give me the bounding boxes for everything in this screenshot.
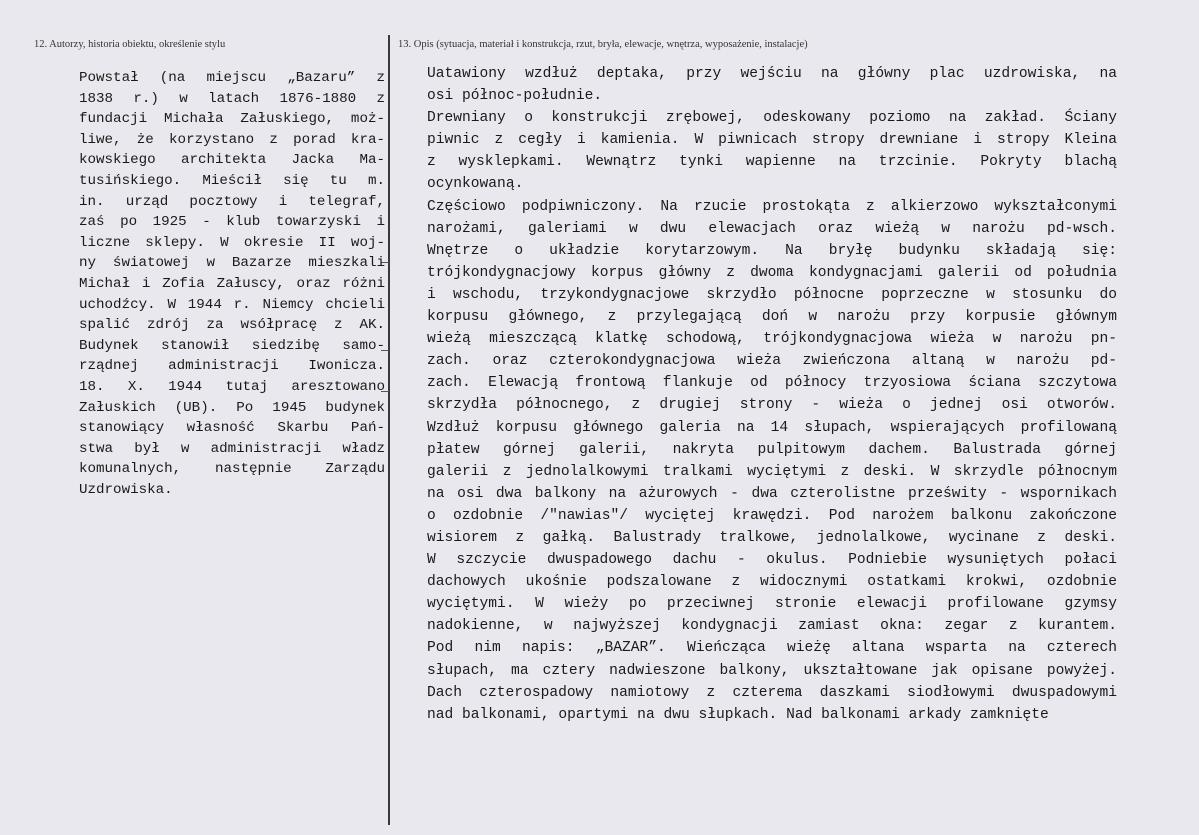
text-line: wyciętymi. W wieży po przeciwnej stronie elewacji profilowane gzymsy — [427, 596, 1117, 613]
text-line: Budynek stanowił siedzibę samo- — [79, 337, 385, 354]
text-line: zaś po 1925 - klub towarzyski i — [79, 214, 385, 231]
text-line: Pod nim napis: „BAZAR”. Wieńcząca wieżę altana wsparta na czterech — [427, 640, 1117, 657]
description-text — [427, 63, 1117, 726]
text-line: kowskiego architekta Jacka Ma- — [79, 152, 385, 169]
text-line: wieżą mieszczącą klatkę schodową, trójkondygnacjowa wieża w narożu pn- — [427, 331, 1117, 348]
text-line: Drewniany o konstrukcji zrębowej, odeskowany poziomo na zakład. Ściany — [427, 110, 1117, 127]
section-13-header: 13. Opis (sytuacja, materiał i konstrukcja, rzut, bryła, elewacje, wnętrza, wyposażenie, instalacje) — [398, 39, 808, 50]
text-line: rządnej administracji Iwonicza. — [79, 358, 385, 375]
text-line: stanowiący własność Skarbu Pań- — [79, 420, 385, 437]
text-line: stwa był w administracji władz — [79, 440, 385, 457]
text-line: Uatawiony wzdłuż deptaka, przy wejściu na główny plac uzdrowiska, na — [427, 66, 1117, 82]
text-line: ny światowej w Bazarze mieszkali — [79, 255, 385, 272]
text-line: dachowych ukośnie podszalowane z widocznymi ostatkami krokwi, ozdobnie — [427, 574, 1117, 591]
text-line: trójkondygnacjowy korpus główny z dwoma kondygnacjami galerii od południa — [427, 264, 1117, 281]
text-line: Wzdłuż korpusu głównego galeria na 14 słupach, wspierających profilowaną — [427, 419, 1117, 436]
text-line: W szczycie dwuspadowego dachu - okulus. Podniebie wysuniętych połaci — [427, 552, 1117, 569]
text-line: zach. oraz czterokondygnacjowa wieża zwieńczona altaną w narożu pd- — [427, 353, 1117, 370]
text-line: komunalnych, następnie Zarządu — [79, 461, 385, 478]
text-line: skrzydła północnego, z drugiej strony - wieża o jednej osi otworów. — [427, 397, 1117, 414]
text-line: Załuskich (UB). Po 1945 budynek — [79, 399, 385, 416]
text-line: spalić zdrój za wsółpracę z AK. — [79, 317, 385, 334]
text-line: Michał i Zofia Załuscy, oraz różni — [79, 275, 385, 292]
text-line: korpusu głównego, z przylegającą doń w narożu przy korpusie głównym — [427, 309, 1117, 326]
text-line: galerii z jednolalkowymi tralkami wyciętymi z deski. W skrzydle północnym — [427, 463, 1117, 480]
text-line: na osi dwa balkony na ażurowych - dwa czterolistne prześwity - wspornikach — [427, 485, 1117, 502]
text-line: wisiorem z gałką. Balustrady tralkowe, jednolalkowe, wycinane z deski. — [427, 529, 1117, 546]
text-line: fundacji Michała Załuskiego, moż- — [79, 111, 385, 128]
text-line: zach. Elewacją frontową flankuje od północy trzyosiowa ściana szczytowa — [427, 375, 1117, 392]
text-line: ocynkowaną. — [427, 176, 524, 193]
text-line: narożami, galeriami w dwu elewacjach oraz wieżą w narożu pd-wsch. — [427, 220, 1117, 237]
text-line: Powstał (na miejscu „Bazaru” z — [79, 70, 385, 86]
text-line: słupach, ma cztery nadwieszone balkony, ukształtowane jak opisane powyżej. — [427, 662, 1117, 679]
authors-history-text — [79, 68, 385, 500]
text-line: 18. X. 1944 tutaj aresztowano — [79, 378, 385, 395]
text-line: 1838 r.) w latach 1876-1880 z — [79, 90, 385, 107]
text-line: nad balkonami, opartymi na dwu słupkach. Nad balkonami arkady zamknięte — [427, 706, 1049, 723]
text-line: liczne sklepy. W okresie II woj- — [79, 234, 385, 251]
text-line: płatew górnej galerii, nakryta pulpitowym dachem. Balustrada górnej — [427, 441, 1117, 458]
text-line: in. urząd pocztowy i telegraf, — [79, 193, 385, 210]
text-line: Dach czterospadowy namiotowy z czterema daszkami siodłowymi dwuspadowymi — [427, 684, 1117, 701]
text-line: Częściowo podpiwniczony. Na rzucie prostokąta z alkierzowo wykształconymi — [427, 198, 1117, 215]
text-line: uchodźcy. W 1944 r. Niemcy chcieli — [79, 296, 385, 313]
text-line: tusińskiego. Mieścił się tu m. — [79, 172, 385, 189]
text-line: Uzdrowiska. — [79, 481, 173, 498]
text-line: piwnic z cegły i kamienia. W piwnicach stropy drewniane i stropy Kleina — [427, 132, 1117, 149]
section-12-header: 12. Autorzy, historia obiektu, określenie stylu — [34, 39, 226, 50]
text-line: z wysklepkami. Wewnątrz tynki wapienne na trzcinie. Pokryty blachą — [427, 154, 1117, 171]
text-line: o ozdobnie /"nawias"/ wyciętej krawędzi. Pod narożem balkonu zakończone — [427, 507, 1117, 524]
text-line: osi północ-południe. — [427, 88, 603, 105]
text-line: liwe, że korzystano z porad kra- — [79, 131, 385, 148]
text-line: Wnętrze o układzie korytarzowym. Na bryłę budynku składają się: — [427, 242, 1117, 259]
text-line: i wschodu, trzykondygnacjowe skrzydło północne poprzeczne w stosunku do — [427, 286, 1117, 303]
text-line: nadokienne, w najwyższej kondygnacji zamiast okna: zegar z kurantem. — [427, 618, 1117, 635]
column-divider — [388, 35, 390, 825]
